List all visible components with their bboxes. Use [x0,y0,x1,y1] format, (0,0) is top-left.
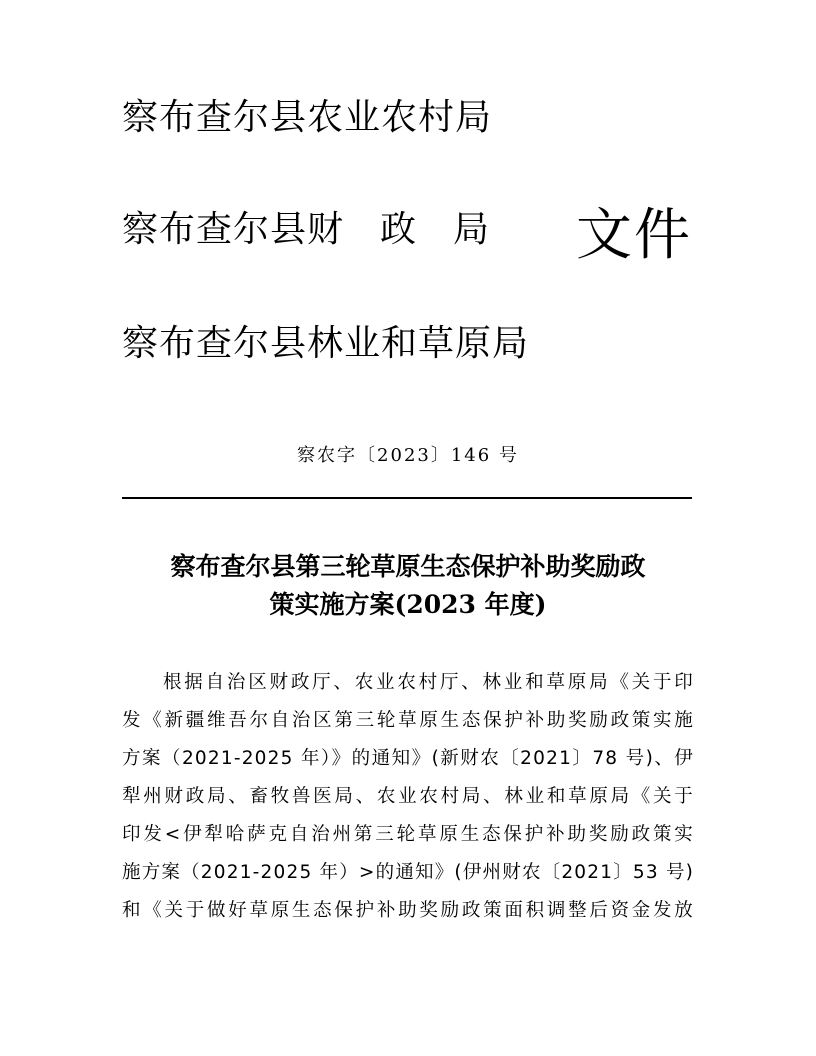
header-divider [122,497,692,499]
issuer-agriculture-bureau: 察布查尔县农业农村局 [122,97,493,138]
body-line: 根据自治区财政厅、农业农村厅、林业和草原局《关于印 [163,672,694,693]
body-line: 印发<伊犁哈萨克自治州第三轮草原生态保护补助奖励政策实 [122,824,694,845]
issuer-finance-ju: 局 [453,209,491,250]
issuer-finance-zheng: 政 [380,209,418,250]
body-line: 和《关于做好草原生态保护补助奖励政策面积调整后资金发放 [122,900,694,921]
document-type-label: 文件 [576,203,692,268]
body-paragraph [122,664,694,930]
body-line: 方案（2021-2025 年）》的通知》(新财农〔2021〕78 号)、伊 [122,748,694,769]
body-line: 犁州财政局、畜牧兽医局、农业农村局、林业和草原局《关于 [122,786,694,807]
title-line-2: 策实施方案(2023 年度) [269,590,547,619]
issuer-forestry-bureau: 察布查尔县林业和草原局 [122,323,530,364]
document-number: 察农字〔2023〕146 号 [297,445,519,466]
document-title [100,548,716,624]
issuer-finance-bureau [122,208,490,252]
issuer-finance-name: 察布查尔县财 [122,209,345,250]
body-line: 发《新疆维吾尔自治区第三轮草原生态保护补助奖励政策实施 [122,710,694,731]
title-line-1: 察布查尔县第三轮草原生态保护补助奖励政 [170,552,646,581]
body-line: 施方案（2021-2025 年）>的通知》(伊州财农〔2021〕53 号) [122,862,695,883]
